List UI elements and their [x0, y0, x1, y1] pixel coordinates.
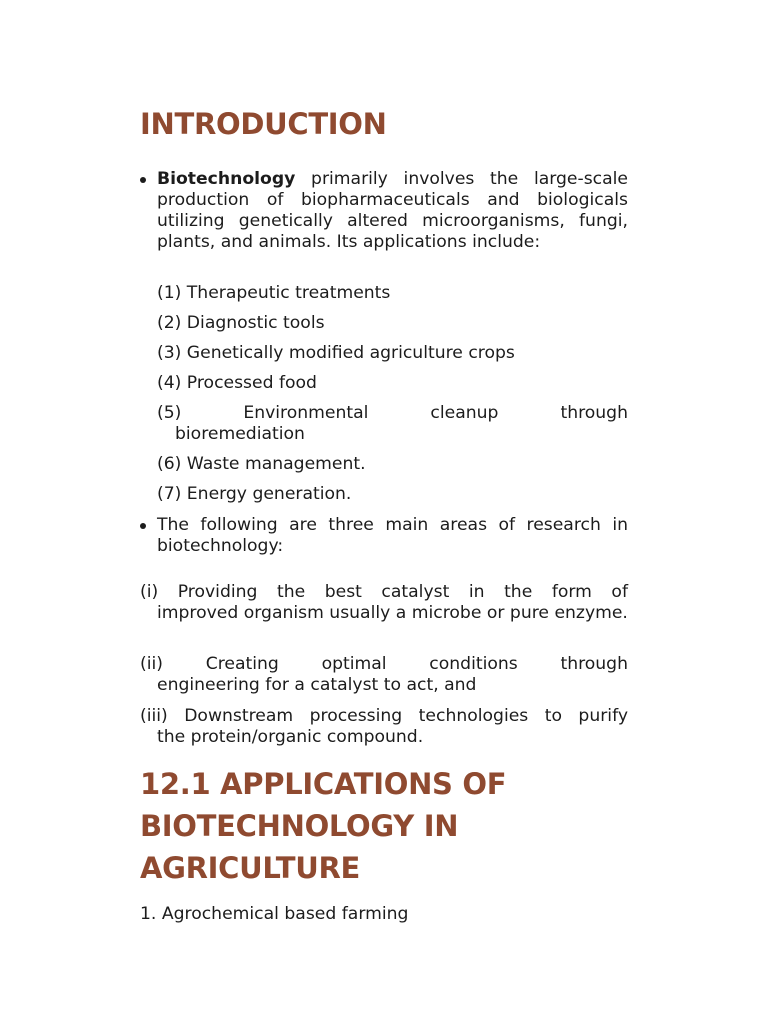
application-item-5-word: Environmental	[243, 403, 369, 423]
research-item-ii-line	[140, 654, 628, 675]
bullet-icon	[140, 523, 146, 529]
research-item-ii-word: conditions	[429, 654, 518, 674]
application-item-5-word: cleanup	[430, 403, 499, 423]
bullet-icon	[140, 177, 146, 183]
research-item-i-text: (i) Providing the best catalyst in the form of	[140, 582, 628, 602]
section-title-introduction: INTRODUCTION	[140, 107, 387, 141]
application-item-1: (1) Therapeutic treatments	[157, 283, 391, 303]
section-title-applications: 12.1 APPLICATIONS OF BIOTECHNOLOGY IN AGRICULTURE	[140, 767, 507, 885]
list-item-research-areas	[157, 515, 628, 557]
application-item-2: (2) Diagnostic tools	[157, 313, 325, 333]
term-biotechnology: Biotechnology	[157, 169, 296, 189]
application-item-5-continuation: bioremediation	[175, 424, 305, 444]
research-item-i-line	[140, 582, 628, 603]
research-item-ii-word: Creating	[205, 654, 279, 674]
application-item-5	[157, 403, 628, 445]
list-item-agrochemical: 1. Agrochemical based farming	[140, 904, 409, 924]
list-item-biotechnology	[157, 169, 628, 253]
research-item-iii-text: (iii) Downstream processing technologies to purify	[140, 706, 628, 726]
application-item-4: (4) Processed food	[157, 373, 317, 393]
research-item-ii-continuation: engineering for a catalyst to act, and	[157, 675, 477, 695]
research-item-iii-continuation: the protein/organic compound.	[157, 727, 424, 747]
research-item-ii-word: through	[560, 654, 628, 674]
biotechnology-definition: primarily involves the large-scale production of biopharmaceuticals and biologicals utilizing genetically altered microorganisms, fungi, plants, and animals. Its applications include:	[157, 169, 628, 252]
research-item-i-continuation: improved organism usually a microbe or pure enzyme.	[157, 603, 628, 623]
research-areas-intro: The following are three main areas of research in biotechnology:	[157, 515, 628, 556]
application-item-5-word: (5)	[157, 403, 182, 423]
research-item-ii-word: (ii)	[140, 654, 163, 674]
application-item-5-word: through	[560, 403, 628, 423]
research-item-ii-word: optimal	[321, 654, 387, 674]
application-item-5-line	[157, 403, 628, 424]
application-item-3: (3) Genetically modified agriculture crops	[157, 343, 515, 363]
research-item-i	[140, 582, 628, 624]
research-item-ii	[140, 654, 628, 696]
application-item-7: (7) Energy generation.	[157, 484, 352, 504]
research-item-iii	[140, 706, 628, 748]
application-item-6: (6) Waste management.	[157, 454, 366, 474]
